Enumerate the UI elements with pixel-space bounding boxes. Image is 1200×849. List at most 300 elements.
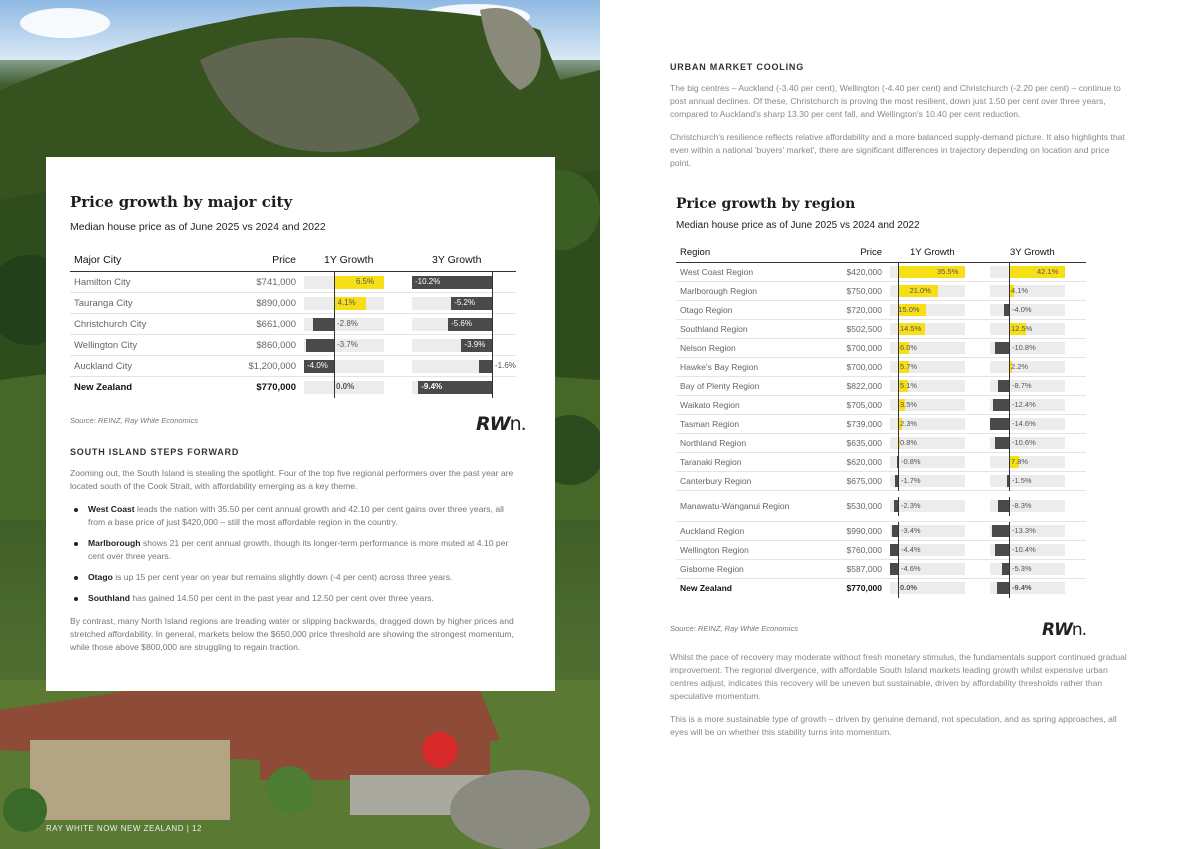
col-header-price: Price [220,249,300,272]
bar-axis [1009,497,1010,516]
growth-bar [304,360,384,373]
growth-bar [990,563,1065,575]
list-item [70,503,523,529]
south-island-heading: SOUTH ISLAND STEPS FORWARD [70,446,240,457]
bullet-text: shows 21 per cent annual growth, though its longer-term performance is more muted at 4.10 per cent over three years. [88,537,509,561]
bar-axis [1009,263,1010,282]
bar-fill [998,500,1009,512]
bar-label: 14.5% [900,324,922,333]
growth-bar [990,266,1065,278]
bar-fill [995,342,1009,354]
city-1y-growth [300,377,408,398]
region-1y-growth [886,453,986,472]
region-name: Otago [88,571,113,582]
growth-bar [304,339,384,352]
growth-bar [990,323,1065,335]
bar-label: 2.2% [1011,362,1029,371]
col-header-1y: 1Y Growth [300,249,408,272]
bar-axis [1009,396,1010,415]
table-row [676,415,1086,434]
bar-axis [492,272,493,293]
region-3y-growth [986,579,1086,598]
bar-label: -4.0% [1012,305,1032,314]
bar-fill [990,418,1009,430]
bar-axis [1009,377,1010,396]
col-header-1y: 1Y Growth [886,243,986,263]
growth-bar [890,285,965,297]
col-header-price: Price [806,243,886,263]
region-name: Manawatu-Wanganui Region [676,491,806,522]
city-name: Christchurch City [70,314,220,335]
region-3y-growth [986,339,1086,358]
region-1y-growth [886,522,986,541]
city-name: New Zealand [70,377,220,398]
region-3y-growth [986,472,1086,491]
region-price: $620,000 [806,453,886,472]
region-3y-growth [986,560,1086,579]
city-1y-growth [300,293,408,314]
bar-axis [898,339,899,358]
region-name: West Coast Region [676,263,806,282]
region-price: $420,000 [806,263,886,282]
growth-bar [990,361,1065,373]
bar-label: -13.3% [1012,526,1036,535]
region-1y-growth [886,301,986,320]
growth-bar [890,582,965,594]
region-price: $770,000 [806,579,886,598]
list-item [70,537,523,563]
bar-axis [1009,579,1010,598]
region-name: West Coast [88,503,135,514]
bar-axis [898,497,899,516]
table-row [676,396,1086,415]
bar-fill [1002,563,1009,575]
bar-label: -12.4% [1012,400,1036,409]
growth-bar [890,380,965,392]
growth-bar [304,318,384,331]
city-3y-growth [408,272,516,293]
growth-bar [990,582,1065,594]
bar-label: -3.4% [901,526,921,535]
region-1y-growth [886,396,986,415]
growth-bar [412,381,492,394]
growth-bar [304,297,384,310]
growth-bar [890,500,965,512]
bar-label: -5.6% [451,318,472,328]
growth-bar [990,475,1065,487]
region-price: $700,000 [806,358,886,377]
list-item [70,571,523,584]
region-growth-table [676,243,1086,598]
city-3y-growth [408,293,516,314]
region-1y-growth [886,358,986,377]
bar-fill [890,563,898,575]
closing-paragraph-1: Whilst the pace of recovery may moderate without fresh monetary stimulus, the fundamentals support continued gradual improvement. The regional divergence, with affordable South Island markets leading growth whilst expensive urban centres adjust, indicates this recovery will be uneven but sustainable, driven by affordability thresholds rather than speculative momentum. [670,651,1127,701]
col-header-region: Region [676,243,806,263]
region-3y-growth [986,453,1086,472]
bar-axis [1009,339,1010,358]
growth-bar [990,304,1065,316]
region-price: $587,000 [806,560,886,579]
bar-axis [898,282,899,301]
bar-axis [492,293,493,314]
bar-axis [898,472,899,491]
table-row [676,522,1086,541]
bar-label: 5.7% [900,362,918,371]
bar-axis [898,560,899,579]
growth-bar [990,399,1065,411]
bar-axis [1009,453,1010,472]
region-chart-title: Price growth by region [676,196,856,212]
logo-text: RW [1042,620,1072,640]
table-row [676,339,1086,358]
bar-axis [1009,320,1010,339]
bar-label: -2.3% [901,501,921,510]
growth-bar [890,456,965,468]
bar-fill [997,582,1009,594]
table-row [70,314,516,335]
bar-label: -3.9% [464,339,486,349]
growth-bar [990,285,1065,297]
growth-bar [412,297,492,310]
region-1y-growth [886,415,986,434]
bar-fill [993,399,1009,411]
region-3y-growth [986,491,1086,522]
bar-fill [890,544,898,556]
bar-label: -9.4% [1012,583,1032,593]
table-row [676,263,1086,282]
rwn-logo [1042,620,1086,640]
bar-label: -8.3% [1012,501,1032,510]
region-price: $530,000 [806,491,886,522]
urban-paragraph-2: Christchurch's resilience reflects relative affordability and a more balanced supply-demand picture. It also highlights that even within a national 'buyers' market', there are significant differences in trajectory depending on location and price point. [670,132,1125,168]
bar-label: -10.8% [1012,343,1036,352]
growth-bar [890,342,965,354]
bar-axis [492,335,493,356]
region-name: Taranaki Region [676,453,806,472]
bar-label: -0.8% [901,457,921,466]
south-outro-paragraph: By contrast, many North Island regions are treading water or slipping backwards, dragged down by higher prices and stretched affordability. In general, markets below the $650,000 price threshold are showing the strongest momentum, while those above $800,000 are struggling to regain traction. [70,615,514,652]
bar-axis [1009,282,1010,301]
table-row [70,335,516,356]
region-name: Northland Region [676,434,806,453]
city-chart-source: Source: REINZ, Ray White Economics [70,415,198,425]
city-1y-growth [300,314,408,335]
region-name: Southland [88,592,131,603]
col-header-city: Major City [70,249,220,272]
bar-fill [992,525,1009,537]
region-3y-growth [986,282,1086,301]
city-growth-card [46,157,555,691]
region-name: Marlborough [88,537,141,548]
bar-axis [898,263,899,282]
bar-axis [334,377,335,398]
region-price: $635,000 [806,434,886,453]
region-chart-source: Source: REINZ, Ray White Economics [670,623,798,633]
region-1y-growth [886,560,986,579]
city-chart-subtitle: Median house price as of June 2025 vs 2024 and 2022 [70,221,326,233]
bar-axis [492,314,493,335]
bar-fill [306,339,334,352]
growth-bar [990,342,1065,354]
bar-axis [1009,358,1010,377]
bar-axis [1009,472,1010,491]
bar-label: -14.6% [1012,419,1036,428]
bar-axis [898,522,899,541]
region-name: Hawke's Bay Region [676,358,806,377]
growth-bar [990,456,1065,468]
region-1y-growth [886,434,986,453]
bar-label: -10.6% [1012,438,1036,447]
region-price: $700,000 [806,339,886,358]
growth-bar [990,525,1065,537]
bar-label: 35.5% [937,267,959,276]
bullet-text: leads the nation with 35.50 per cent annual growth and 42.10 per cent gains over three years, all from a base price of just $420,000 – still the most affordable region in the country. [88,503,504,527]
region-1y-growth [886,339,986,358]
region-3y-growth [986,415,1086,434]
region-1y-growth [886,263,986,282]
bar-label: -4.0% [307,360,328,370]
growth-bar [412,360,516,373]
region-name: Gisborne Region [676,560,806,579]
bar-label: 6.5% [356,276,375,286]
list-item [70,592,523,605]
bar-axis [898,396,899,415]
bar-fill [995,437,1009,449]
region-1y-growth [886,320,986,339]
table-row [70,272,516,293]
bar-label: -9.4% [421,381,443,391]
region-price: $760,000 [806,541,886,560]
bar-label: 0.8% [900,438,918,447]
bar-label: 21.0% [909,286,931,295]
bar-fill [995,544,1009,556]
bar-axis [1009,522,1010,541]
city-3y-growth [408,314,516,335]
logo-text-n: n. [1071,620,1087,640]
city-name: Hamilton City [70,272,220,293]
bar-label: 3.5% [900,400,918,409]
urban-heading: URBAN MARKET COOLING [670,62,804,72]
col-header-3y: 3Y Growth [408,249,516,272]
bar-label: 4.1% [337,297,356,307]
table-row [676,377,1086,396]
closing-paragraph-2: This is a more sustainable type of growth – driven by genuine demand, not speculation, and as spring approaches, all eyes will be on whether this stability turns into momentum. [670,713,1117,737]
city-3y-growth [408,356,516,377]
bar-label: -1.5% [1012,476,1032,485]
city-chart-title: Price growth by major city [70,193,293,211]
region-price: $502,500 [806,320,886,339]
table-row [676,472,1086,491]
region-price: $750,000 [806,282,886,301]
bar-label: -5.2% [454,297,476,307]
bar-label: -5.3% [1012,564,1032,573]
city-3y-growth [408,335,516,356]
bar-label: 5.1% [900,381,918,390]
growth-bar [990,380,1065,392]
bar-label: 2.3% [900,419,918,428]
table-row [676,491,1086,522]
col-header-3y: 3Y Growth [986,243,1086,263]
region-name: Tasman Region [676,415,806,434]
region-name: Auckland Region [676,522,806,541]
city-1y-growth [300,272,408,293]
bar-label: 0.0% [336,381,355,391]
table-row [676,453,1086,472]
growth-bar [890,437,965,449]
bar-axis [1009,560,1010,579]
bar-axis [898,415,899,434]
region-name: Waikato Region [676,396,806,415]
bar-label: 4.1% [1011,286,1029,295]
region-name: Canterbury Region [676,472,806,491]
growth-bar [890,399,965,411]
table-row [70,293,516,314]
city-price: $741,000 [220,272,300,293]
bar-label: 7.8% [1011,457,1029,466]
growth-bar [890,361,965,373]
region-3y-growth [986,377,1086,396]
table-row [676,301,1086,320]
bar-axis [898,358,899,377]
bar-fill [313,318,334,331]
region-name: Otago Region [676,301,806,320]
bar-label: 0.0% [900,583,918,593]
city-price: $860,000 [220,335,300,356]
bar-axis [1009,301,1010,320]
region-1y-growth [886,491,986,522]
region-price: $990,000 [806,522,886,541]
region-price: $822,000 [806,377,886,396]
growth-bar [304,381,384,394]
bar-label: 12.5% [1011,324,1033,333]
bar-label: -3.7% [337,339,358,349]
bar-label: 15.0% [898,305,920,314]
region-1y-growth [886,472,986,491]
region-name: Bay of Plenty Region [676,377,806,396]
bar-fill [479,360,492,373]
bar-axis [334,314,335,335]
bar-label: -1.6% [495,360,516,370]
region-1y-growth [886,377,986,396]
bar-axis [898,453,899,472]
bar-axis [334,272,335,293]
bar-label: -2.8% [337,318,358,328]
table-row [70,356,516,377]
urban-paragraph-1: The big centres – Auckland (-3.40 per cent), Wellington (-4.40 per cent) and Christchurch (-2.20 per cent) – continue to post annual declines. Of these, Christchurch is proving the most resilient, down just 1.50 per cent over three years, compared to Auckland's sharp 13.30 per cent fall, and Wellington's 10.40 per cent reduction. [670,83,1121,119]
region-3y-growth [986,320,1086,339]
region-1y-growth [886,282,986,301]
bar-axis [1009,541,1010,560]
city-growth-table [70,249,516,398]
region-name: Southland Region [676,320,806,339]
region-1y-growth [886,579,986,598]
right-page [600,0,1200,849]
growth-bar [890,563,965,575]
bar-axis [898,377,899,396]
bar-axis [334,335,335,356]
growth-bar [890,304,965,316]
region-3y-growth [986,522,1086,541]
logo-text-n: n. [509,413,526,435]
table-row [676,560,1086,579]
region-price: $739,000 [806,415,886,434]
region-name: Marlborough Region [676,282,806,301]
table-row [676,434,1086,453]
growth-bar [412,339,492,352]
rwn-logo [476,413,526,435]
table-total-row [676,579,1086,598]
bar-axis [898,541,899,560]
bar-label: -4.6% [901,564,921,573]
city-1y-growth [300,335,408,356]
table-row [676,358,1086,377]
growth-bar [890,475,965,487]
region-3y-growth [986,396,1086,415]
city-name: Tauranga City [70,293,220,314]
region-name: New Zealand [676,579,806,598]
table-row [676,282,1086,301]
bullet-text: has gained 14.50 per cent in the past year and 12.50 per cent over three years. [130,592,434,603]
bullet-text: is up 15 per cent year on year but remains slightly down (-4 per cent) across three years. [112,571,453,582]
bar-fill [998,380,1009,392]
region-chart-subtitle: Median house price as of June 2025 vs 2024 and 2022 [676,220,920,231]
region-3y-growth [986,541,1086,560]
region-3y-growth [986,434,1086,453]
region-price: $720,000 [806,301,886,320]
city-price: $1,200,000 [220,356,300,377]
growth-bar [990,544,1065,556]
table-row [676,320,1086,339]
region-3y-growth [986,263,1086,282]
bar-axis [334,293,335,314]
city-price: $661,000 [220,314,300,335]
bar-label: 42.1% [1037,267,1059,276]
bar-axis [492,377,493,398]
growth-bar [990,437,1065,449]
bar-axis [898,579,899,598]
table-total-row [70,377,516,398]
city-price: $770,000 [220,377,300,398]
city-3y-growth [408,377,516,398]
region-price: $675,000 [806,472,886,491]
growth-bar [412,276,492,289]
bar-axis [1009,415,1010,434]
table-row [676,541,1086,560]
growth-bar [990,500,1065,512]
page-footer: RAY WHITE NOW NEW ZEALAND | 12 [46,824,202,833]
region-3y-growth [986,358,1086,377]
growth-bar [890,525,965,537]
bar-label: -10.4% [1012,545,1036,554]
region-name: Wellington Region [676,541,806,560]
bar-axis [334,356,335,377]
growth-bar [890,266,965,278]
bar-label: 6.0% [900,343,918,352]
city-name: Auckland City [70,356,220,377]
growth-bar [304,276,384,289]
bar-label: -8.7% [1012,381,1032,390]
logo-text: RW [476,413,510,435]
south-intro-paragraph: Zooming out, the South Island is stealing the spotlight. Four of the top five regional performers over the past year are located south of the Cook Strait, with affordability emerging as a key theme. [70,467,514,491]
bar-label: -10.2% [415,276,441,286]
region-1y-growth [886,541,986,560]
region-3y-growth [986,301,1086,320]
bar-axis [492,356,493,377]
growth-bar [890,323,965,335]
bar-axis [1009,434,1010,453]
bar-axis [898,434,899,453]
